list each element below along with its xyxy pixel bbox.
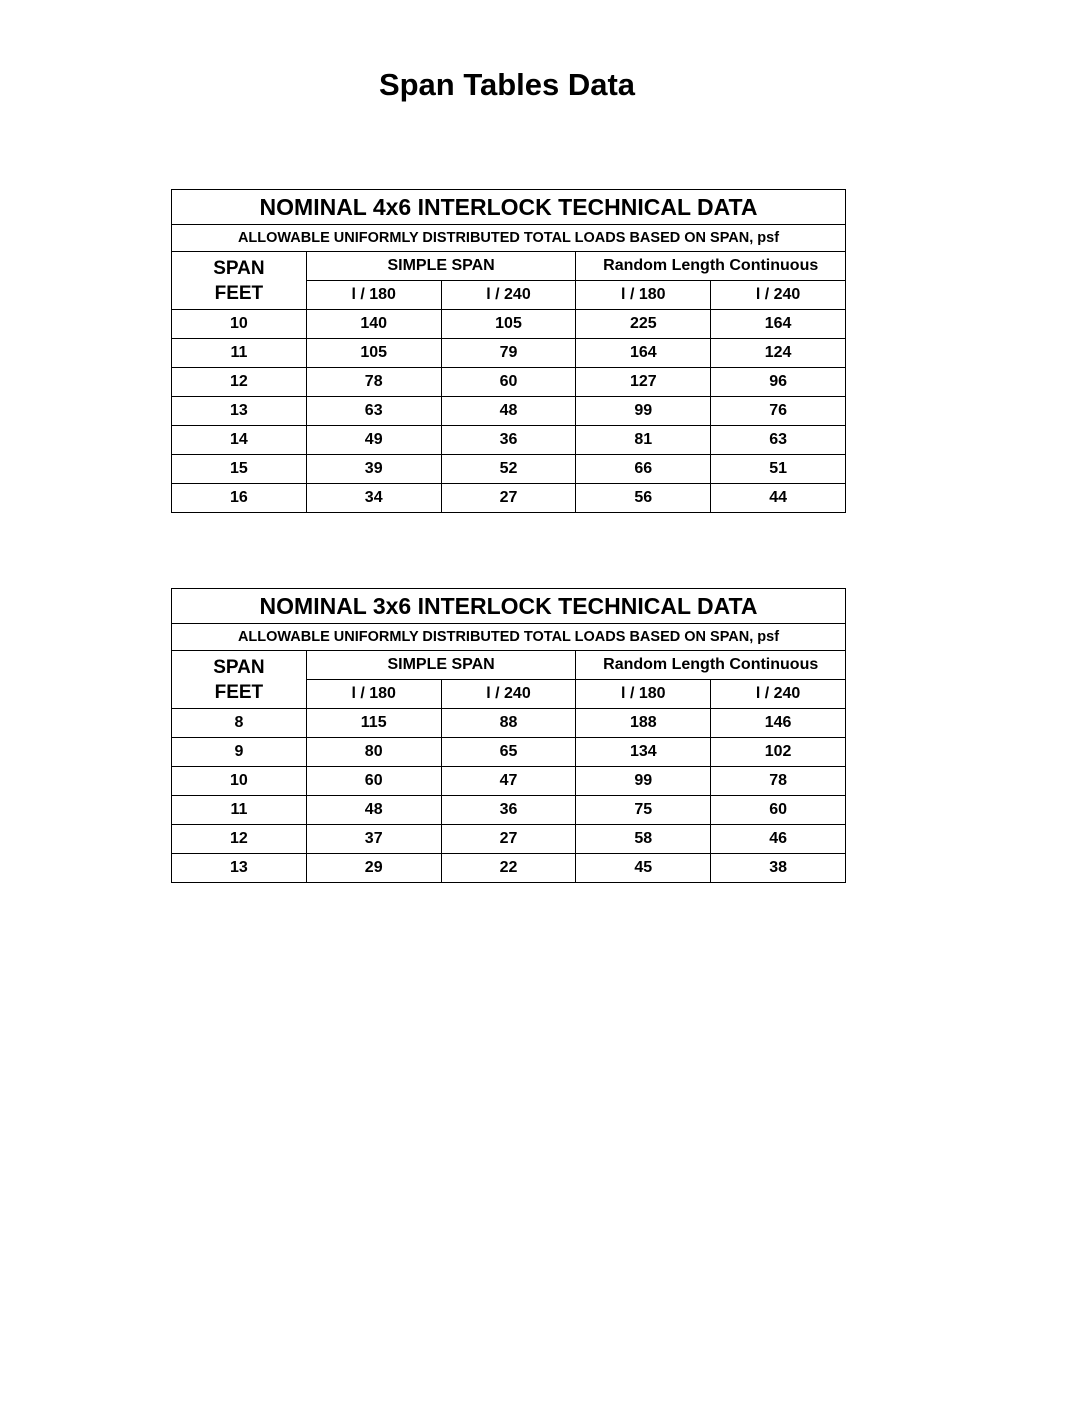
load-value-cell: 225 <box>576 310 711 339</box>
load-value-cell: 105 <box>306 339 441 368</box>
load-value-cell: 79 <box>441 339 576 368</box>
load-value-cell: 127 <box>576 368 711 397</box>
column-header: l / 240 <box>711 281 846 310</box>
column-header: l / 180 <box>306 281 441 310</box>
load-value-cell: 48 <box>306 796 441 825</box>
column-header: l / 240 <box>441 680 576 709</box>
load-value-cell: 65 <box>441 738 576 767</box>
span-feet-cell: 11 <box>172 796 307 825</box>
load-value-cell: 29 <box>306 854 441 883</box>
load-value-cell: 22 <box>441 854 576 883</box>
group-header-random-length: Random Length Continuous <box>576 651 846 680</box>
load-value-cell: 63 <box>306 397 441 426</box>
load-value-cell: 164 <box>576 339 711 368</box>
load-value-cell: 81 <box>576 426 711 455</box>
span-feet-cell: 12 <box>172 368 307 397</box>
span-feet-cell: 8 <box>172 709 307 738</box>
load-value-cell: 78 <box>306 368 441 397</box>
load-value-cell: 45 <box>576 854 711 883</box>
load-value-cell: 34 <box>306 484 441 513</box>
load-value-cell: 66 <box>576 455 711 484</box>
group-header-random-length: Random Length Continuous <box>576 252 846 281</box>
table-title: NOMINAL 3x6 INTERLOCK TECHNICAL DATA <box>172 589 846 624</box>
load-value-cell: 78 <box>711 767 846 796</box>
table-row <box>172 709 846 738</box>
table-subtitle: ALLOWABLE UNIFORMLY DISTRIBUTED TOTAL LOADS BASED ON SPAN, psf <box>172 225 846 252</box>
load-value-cell: 52 <box>441 455 576 484</box>
column-header: l / 180 <box>576 281 711 310</box>
column-header: l / 180 <box>306 680 441 709</box>
table-row <box>172 426 846 455</box>
feet-header-line: FEET <box>214 282 264 304</box>
span-feet-cell: 14 <box>172 426 307 455</box>
span-feet-header <box>172 252 307 310</box>
load-value-cell: 80 <box>306 738 441 767</box>
table-row <box>172 368 846 397</box>
load-value-cell: 47 <box>441 767 576 796</box>
table-row <box>172 796 846 825</box>
table-row <box>172 854 846 883</box>
load-value-cell: 37 <box>306 825 441 854</box>
span-table-3x6 <box>171 588 846 883</box>
load-value-cell: 27 <box>441 825 576 854</box>
load-value-cell: 76 <box>711 397 846 426</box>
load-value-cell: 75 <box>576 796 711 825</box>
span-feet-cell: 10 <box>172 767 307 796</box>
load-value-cell: 146 <box>711 709 846 738</box>
load-value-cell: 49 <box>306 426 441 455</box>
span-table-4x6 <box>171 189 846 513</box>
load-value-cell: 27 <box>441 484 576 513</box>
span-feet-cell: 10 <box>172 310 307 339</box>
load-value-cell: 48 <box>441 397 576 426</box>
span-feet-cell: 12 <box>172 825 307 854</box>
load-value-cell: 102 <box>711 738 846 767</box>
table-row <box>172 310 846 339</box>
span-feet-header <box>172 651 307 709</box>
load-value-cell: 88 <box>441 709 576 738</box>
span-header-line: SPAN <box>213 656 265 678</box>
span-feet-cell: 9 <box>172 738 307 767</box>
load-value-cell: 56 <box>576 484 711 513</box>
load-value-cell: 115 <box>306 709 441 738</box>
table-row <box>172 767 846 796</box>
load-value-cell: 164 <box>711 310 846 339</box>
load-value-cell: 99 <box>576 397 711 426</box>
load-value-cell: 39 <box>306 455 441 484</box>
load-value-cell: 96 <box>711 368 846 397</box>
column-header: l / 180 <box>576 680 711 709</box>
load-value-cell: 60 <box>711 796 846 825</box>
table-row <box>172 825 846 854</box>
load-value-cell: 134 <box>576 738 711 767</box>
load-value-cell: 36 <box>441 426 576 455</box>
group-header-simple-span: SIMPLE SPAN <box>306 651 576 680</box>
load-value-cell: 63 <box>711 426 846 455</box>
span-feet-cell: 16 <box>172 484 307 513</box>
table-row <box>172 455 846 484</box>
table-row <box>172 339 846 368</box>
load-value-cell: 44 <box>711 484 846 513</box>
load-value-cell: 124 <box>711 339 846 368</box>
column-header: l / 240 <box>711 680 846 709</box>
load-value-cell: 38 <box>711 854 846 883</box>
load-value-cell: 60 <box>441 368 576 397</box>
load-value-cell: 51 <box>711 455 846 484</box>
page-title: Span Tables Data <box>378 67 636 102</box>
load-value-cell: 140 <box>306 310 441 339</box>
group-header-simple-span: SIMPLE SPAN <box>306 252 576 281</box>
load-value-cell: 36 <box>441 796 576 825</box>
span-feet-cell: 13 <box>172 854 307 883</box>
table-row <box>172 484 846 513</box>
span-feet-cell: 13 <box>172 397 307 426</box>
span-header-line: SPAN <box>213 257 265 279</box>
span-feet-cell: 11 <box>172 339 307 368</box>
load-value-cell: 46 <box>711 825 846 854</box>
load-value-cell: 99 <box>576 767 711 796</box>
table-row <box>172 397 846 426</box>
load-value-cell: 58 <box>576 825 711 854</box>
table-subtitle: ALLOWABLE UNIFORMLY DISTRIBUTED TOTAL LOADS BASED ON SPAN, psf <box>172 624 846 651</box>
load-value-cell: 60 <box>306 767 441 796</box>
column-header: l / 240 <box>441 281 576 310</box>
load-value-cell: 188 <box>576 709 711 738</box>
table-row <box>172 738 846 767</box>
feet-header-line: FEET <box>214 681 264 703</box>
span-feet-cell: 15 <box>172 455 307 484</box>
table-title: NOMINAL 4x6 INTERLOCK TECHNICAL DATA <box>172 190 846 225</box>
load-value-cell: 105 <box>441 310 576 339</box>
